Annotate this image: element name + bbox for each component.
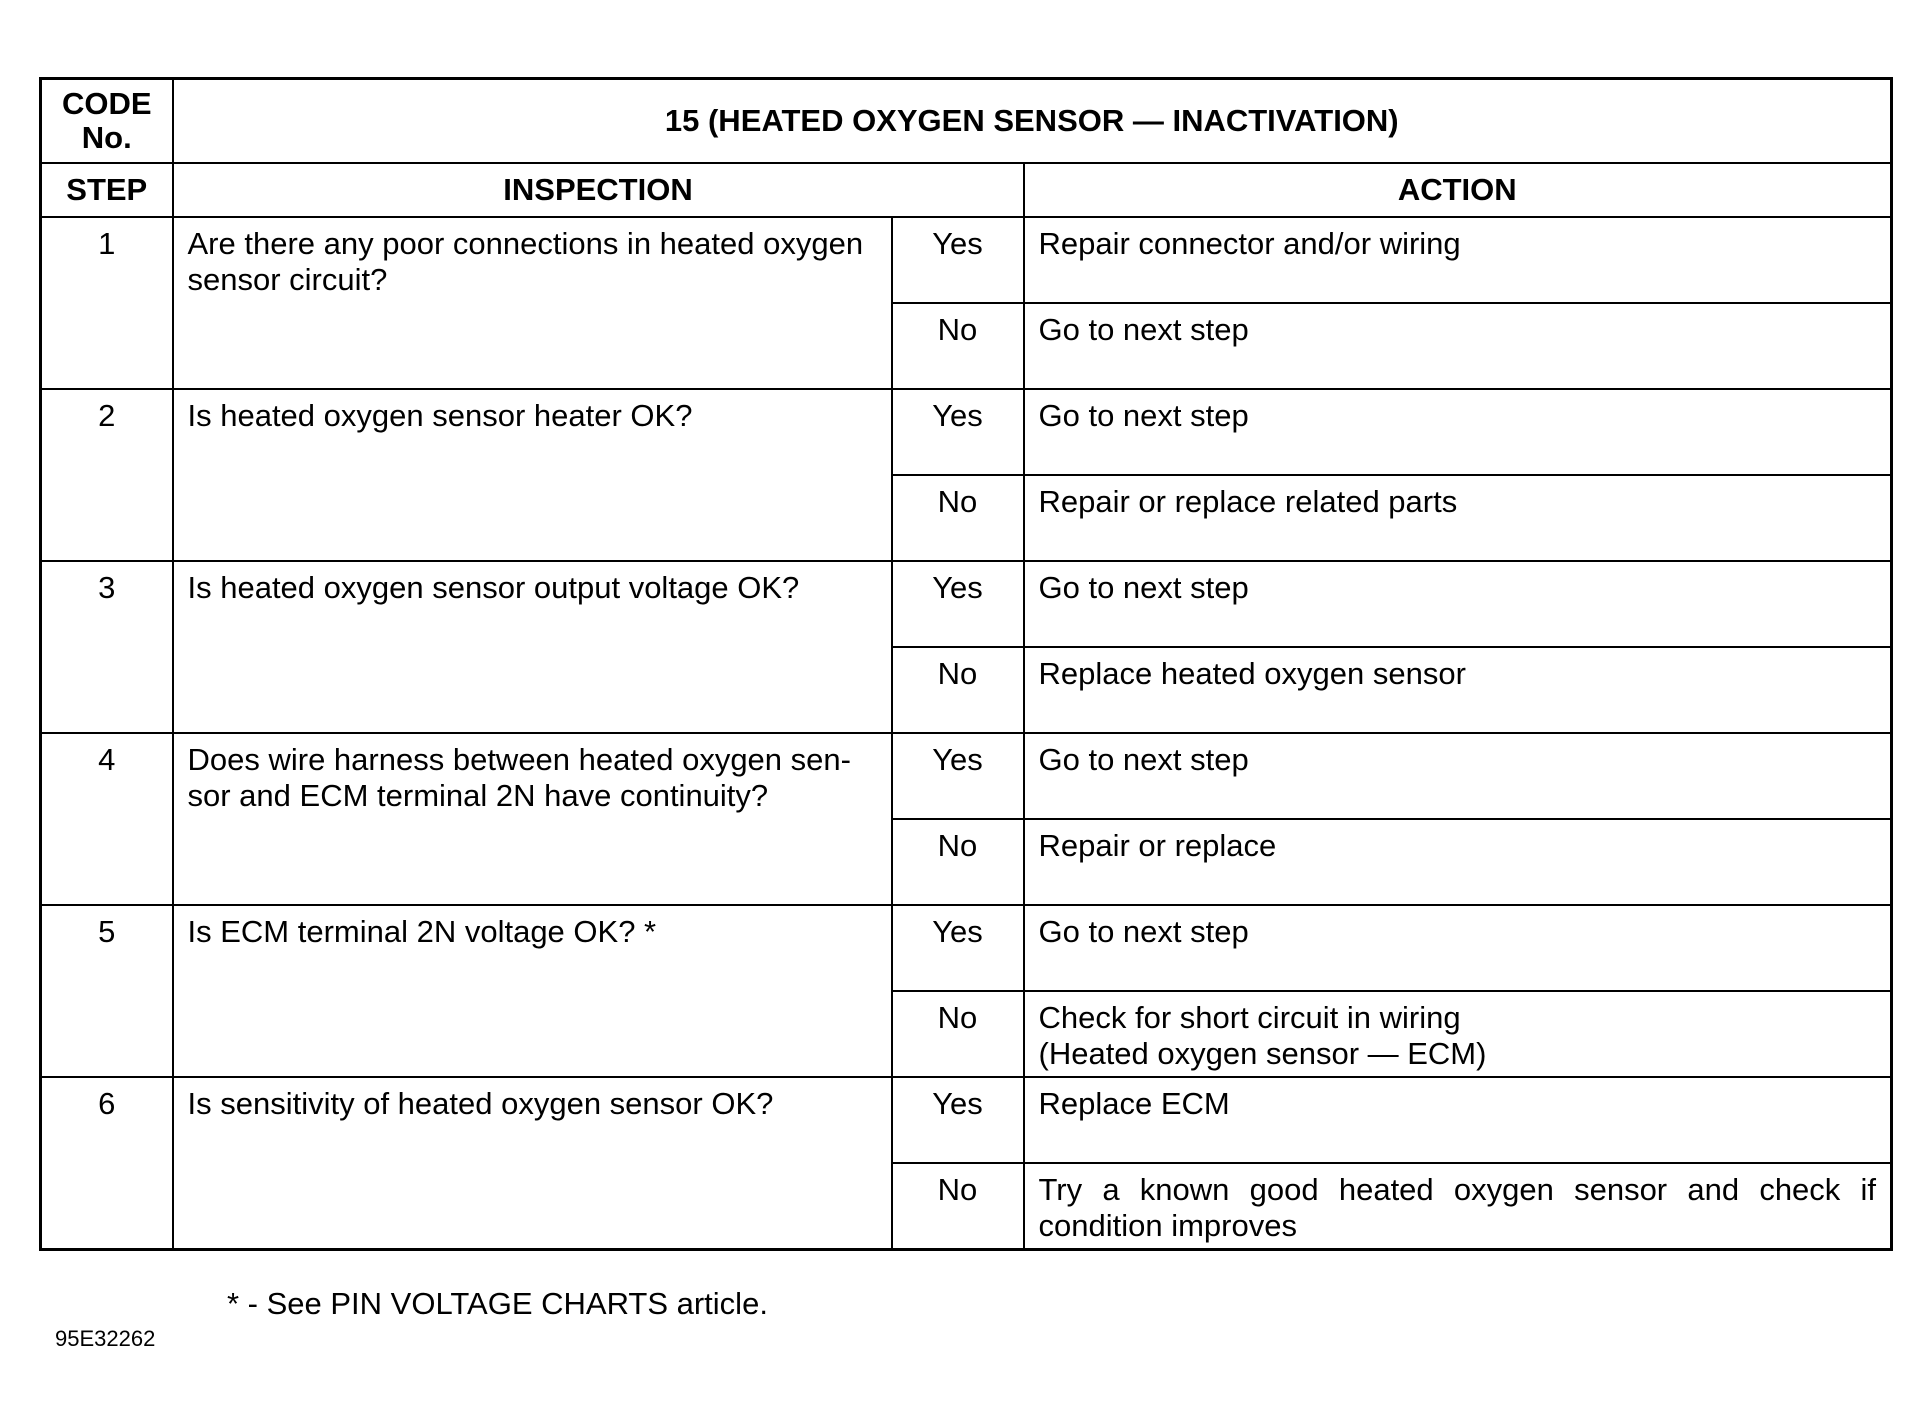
table-row (41, 389, 1892, 475)
code-title: 15 (HEATED OXYGEN SENSOR — INACTIVATION) (173, 79, 1892, 164)
inspection-text: Is heated oxygen sensor heater OK? (173, 389, 892, 561)
no-action: Try a known good heated oxygen sensor and check if condition improves (1024, 1163, 1892, 1249)
no-action: Repair or replace (1024, 819, 1892, 905)
no-action: Replace heated oxygen sensor (1024, 647, 1892, 733)
no-label: No (892, 647, 1024, 733)
no-label: No (892, 475, 1024, 561)
no-label: No (892, 1163, 1024, 1249)
inspection-text: Is heated oxygen sensor output voltage OK? (173, 561, 892, 733)
yes-action: Go to next step (1024, 733, 1892, 819)
yes-action: Go to next step (1024, 905, 1892, 991)
no-action-line2: (Heated oxygen sensor — ECM) (1038, 1036, 1487, 1071)
no-action: Repair or replace related parts (1024, 475, 1892, 561)
inspection-text (173, 733, 892, 905)
step-number: 2 (41, 389, 173, 561)
inspection-text: Are there any poor connections in heated oxygen sensor circuit? (173, 217, 892, 389)
yes-label: Yes (892, 733, 1024, 819)
code-number-header (41, 79, 173, 164)
table-row (41, 217, 1892, 303)
inspection-line1: Does wire harness between heated oxygen sen- (187, 742, 851, 777)
inspection-text: Is ECM terminal 2N voltage OK? * (173, 905, 892, 1077)
yes-action: Go to next step (1024, 389, 1892, 475)
no-label: No (892, 819, 1024, 905)
code-label-line1: CODE (61, 86, 152, 121)
column-header-row (41, 163, 1892, 217)
yes-label: Yes (892, 561, 1024, 647)
step-header: STEP (41, 163, 173, 217)
table-row (41, 1077, 1892, 1163)
step-number: 4 (41, 733, 173, 905)
no-label: No (892, 303, 1024, 389)
yes-label: Yes (892, 905, 1024, 991)
diagnostic-table (39, 77, 1893, 1251)
yes-label: Yes (892, 217, 1024, 303)
code-label-line2: No. (81, 120, 132, 155)
table-row (41, 905, 1892, 991)
inspection-header: INSPECTION (173, 163, 1024, 217)
no-label: No (892, 991, 1024, 1077)
no-action-line1: Check for short circuit in wiring (1038, 1000, 1461, 1035)
table-row (41, 561, 1892, 647)
yes-label: Yes (892, 389, 1024, 475)
inspection-text: Is sensitivity of heated oxygen sensor OK? (173, 1077, 892, 1249)
no-action: Go to next step (1024, 303, 1892, 389)
inspection-line2: sor and ECM terminal 2N have continuity? (187, 778, 769, 813)
yes-label: Yes (892, 1077, 1024, 1163)
yes-action: Repair connector and/or wiring (1024, 217, 1892, 303)
step-number: 6 (41, 1077, 173, 1249)
figure-id: 95E32262 (55, 1326, 156, 1351)
action-header: ACTION (1024, 163, 1892, 217)
step-number: 1 (41, 217, 173, 389)
no-action (1024, 991, 1892, 1077)
footnote: * - See PIN VOLTAGE CHARTS article. (227, 1286, 768, 1321)
yes-action: Go to next step (1024, 561, 1892, 647)
step-number: 5 (41, 905, 173, 1077)
table-row (41, 733, 1892, 819)
code-header-row (41, 79, 1892, 164)
yes-action: Replace ECM (1024, 1077, 1892, 1163)
step-number: 3 (41, 561, 173, 733)
